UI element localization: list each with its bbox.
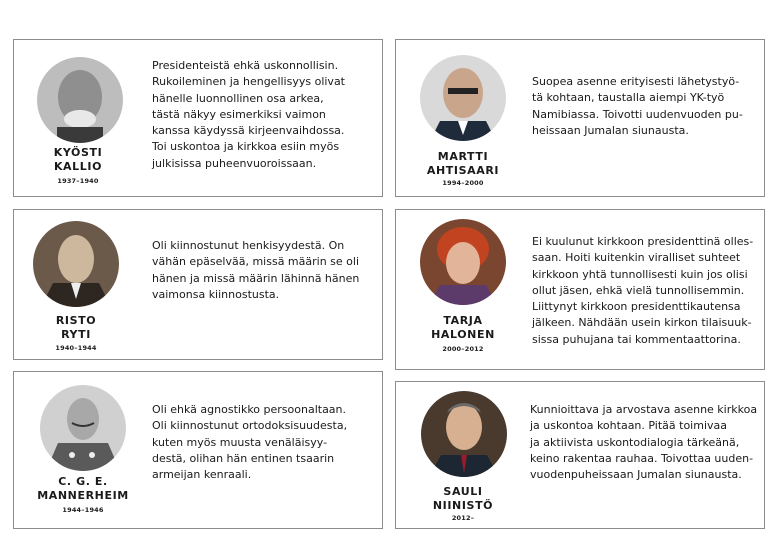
name-halonen: TARJA HALONEN xyxy=(431,314,495,341)
card-ahtisaari xyxy=(395,39,765,197)
description-ahtisaari: Suopea asenne erityisesti lähetystyö- tä kohtaan, taustalla aiempi YK-työ Namibiassa. Toivotti uudenvuoden pu- heissaan Jumalan siunausta. xyxy=(532,75,743,137)
card-mannerheim xyxy=(13,371,383,529)
description-mannerheim: Oli ehkä agnostikko persoonaltaan. Oli kiinnostunut ortodoksisuudesta, kuten myös muusta venäläisyy- destä, olihan hän entinen tsaarin armeijan kenraali. xyxy=(152,403,348,482)
card-halonen xyxy=(395,209,765,370)
card-niinisto xyxy=(395,381,765,529)
portrait-ryti xyxy=(33,221,119,307)
description-halonen: Ei kuulunut kirkkoon presidenttinä olles- saan. Hoiti kuitenkin viralliset suhteet kirkkoon yhtä tunnollisesti kuin jos olisi ollut jäsen, ehkä vielä tunnollisemmin. Liittynyt kirkkoon presidenttikautensa jälkeen. Nähdään usein kirkon tilaisuuk- sissa puhujana tai kommentaattorina. xyxy=(532,235,754,346)
years-halonen: 2000–2012 xyxy=(442,345,484,353)
years-kallio: 1937–1940 xyxy=(57,177,99,185)
years-ahtisaari: 1994–2000 xyxy=(442,179,484,187)
name-kallio: KYÖSTI KALLIO xyxy=(53,146,103,173)
name-niinisto: SAULI NIINISTÖ xyxy=(432,485,494,512)
name-ahtisaari: MARTTI AHTISAARI xyxy=(426,150,500,177)
portrait-niinisto xyxy=(421,391,507,477)
card-ryti xyxy=(13,209,383,360)
description-kallio: Presidenteistä ehkä uskonnollisin. Rukoileminen ja hengellisyys olivat hänelle luonnollinen osa arkea, tästä näkyy esimerkiksi vaimon kanssa käydyssä kirjeenvaihdossa. Toi uskontoa ja kirkkoa esiin myös julkisissa puheenvuoroissaan. xyxy=(152,59,345,170)
years-ryti: 1940–1944 xyxy=(55,344,97,352)
name-mannerheim: C. G. E. MANNERHEIM xyxy=(37,475,129,502)
name-ryti: RISTO RYTI xyxy=(55,314,97,341)
portrait-ahtisaari xyxy=(420,55,506,141)
portrait-halonen xyxy=(420,219,506,305)
description-ryti: Oli kiinnostunut henkisyydestä. On vähän epäselvää, missä määrin se oli hänen ja missä määrin lähinnä hänen vaimonsa kiinnostusta. xyxy=(152,239,360,301)
years-mannerheim: 1944–1946 xyxy=(62,506,104,514)
portrait-kallio xyxy=(37,57,123,143)
portrait-mannerheim xyxy=(40,385,126,471)
description-niinisto: Kunnioittava ja arvostava asenne kirkkoa ja uskontoa kohtaan. Pitää toimivaa ja aktiivista uskontodialogia tärkeänä, keino rakentaa rauhaa. Toivottaa uuden- vuodenpuheissaan Jumalan siunausta. xyxy=(530,403,758,482)
card-kallio xyxy=(13,39,383,197)
years-niinisto: 2012– xyxy=(451,514,475,522)
